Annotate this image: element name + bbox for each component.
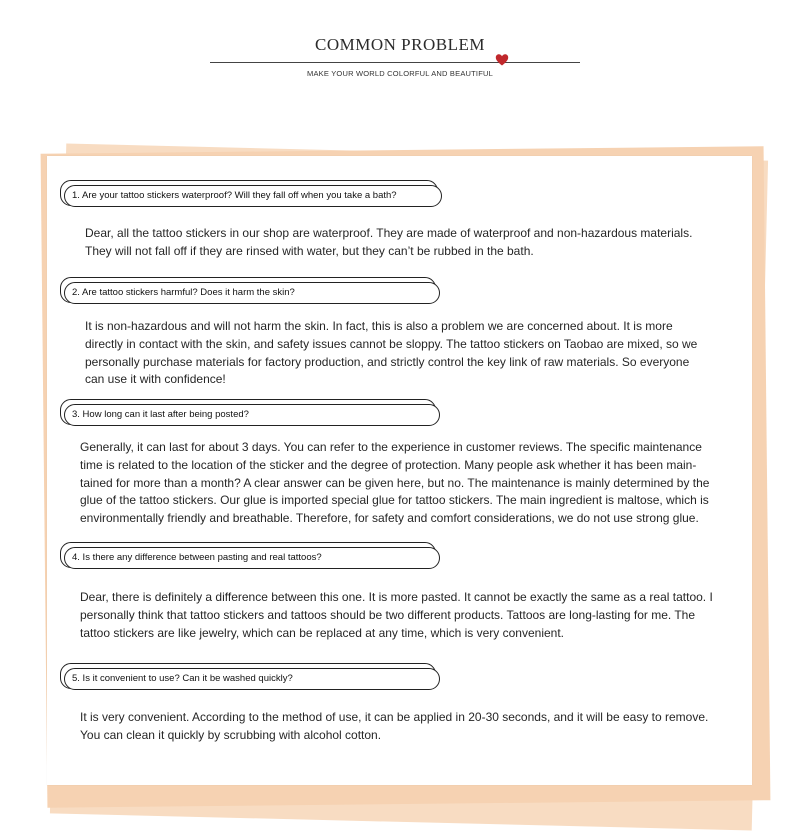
answer-line: personally purchase materials for factory production, and strictly control the key link of raw materials. So everyone: [85, 354, 690, 369]
header-divider: [210, 62, 580, 63]
faq-question-3: [60, 399, 440, 427]
answer-line: directly in contact with the skin, and safety issues cannot be sloppy. The tattoo stickers on Taobao are mixed, so we: [85, 336, 698, 351]
faq-question-4: [60, 542, 440, 570]
answer-line: It is very convenient. According to the method of use, it can be applied in 20-30 seconds, and it will be easy to remove.: [80, 710, 709, 724]
question-text: 2. Are tattoo stickers harmful? Does it harm the skin?: [64, 282, 440, 304]
question-text: 5. Is it convenient to use? Can it be washed quickly?: [64, 668, 440, 690]
question-text: 4. Is there any difference between pasting and real tattoos?: [64, 547, 440, 569]
heart-icon: [495, 53, 509, 67]
answer-line: glue of the tattoo stickers. Our glue is imported special glue for tattoo stickers. The main ingredient is maltose, which is: [80, 493, 709, 508]
faq-answer-5: [80, 709, 750, 745]
answer-line: time is related to the location of the sticker and the degree of protection. Many people ask whether it has been main-: [80, 457, 697, 472]
page-title: COMMON PROBLEM: [315, 35, 485, 54]
answer-line: tattoo stickers are like jewelry, which can be replaced at any time, which is very convenient.: [80, 625, 564, 640]
question-text: 1. Are your tattoo stickers waterproof? Will they fall off when you take a bath?: [64, 185, 442, 207]
faq-question-5: [60, 663, 440, 691]
answer-line: personally think that tattoo stickers and tattoos should be two different products. Tattoos are long-lasting for me. The: [80, 607, 696, 622]
answer-line: environmentally friendly and breathable. Therefore, for safety and comfort considerations, we do not use strong glue.: [80, 511, 699, 526]
faq-answer-3: [80, 439, 750, 528]
faq-question-2: [60, 277, 440, 305]
faq-answer-2: [85, 318, 745, 389]
answer-line: They will not fall off if they are rinsed with water, but they can’t be rubbed in the bath.: [85, 243, 534, 258]
answer-line: You can clean it quickly by scrubbing with alcohol cotton.: [80, 727, 382, 742]
page-header: [0, 0, 800, 100]
answer-line: Dear, there is definitely a difference between this one. It is more pasted. It cannot be exactly the same as a real tattoo. I: [80, 590, 713, 604]
answer-line: It is non-hazardous and will not harm the skin. In fact, this is also a problem we are concerned about. It is more: [85, 319, 673, 333]
page-subtitle: MAKE YOUR WORLD COLORFUL AND BEAUTIFUL: [307, 69, 493, 78]
answer-line: tained for more than a month? A clear answer can be given here, but no. The maintenance is mainly determined by the: [80, 475, 710, 490]
faq-answer-1: [85, 225, 745, 261]
answer-line: can use it with confidence!: [85, 372, 226, 387]
faq-question-1: [60, 180, 442, 208]
answer-line: Generally, it can last for about 3 days. You can refer to the experience in customer reviews. The specific maintenance: [80, 440, 702, 454]
question-text: 3. How long can it last after being posted?: [64, 404, 440, 426]
answer-line: Dear, all the tattoo stickers in our shop are waterproof. They are made of waterproof and non-hazardous materials.: [85, 226, 693, 240]
faq-answer-4: [80, 589, 750, 642]
